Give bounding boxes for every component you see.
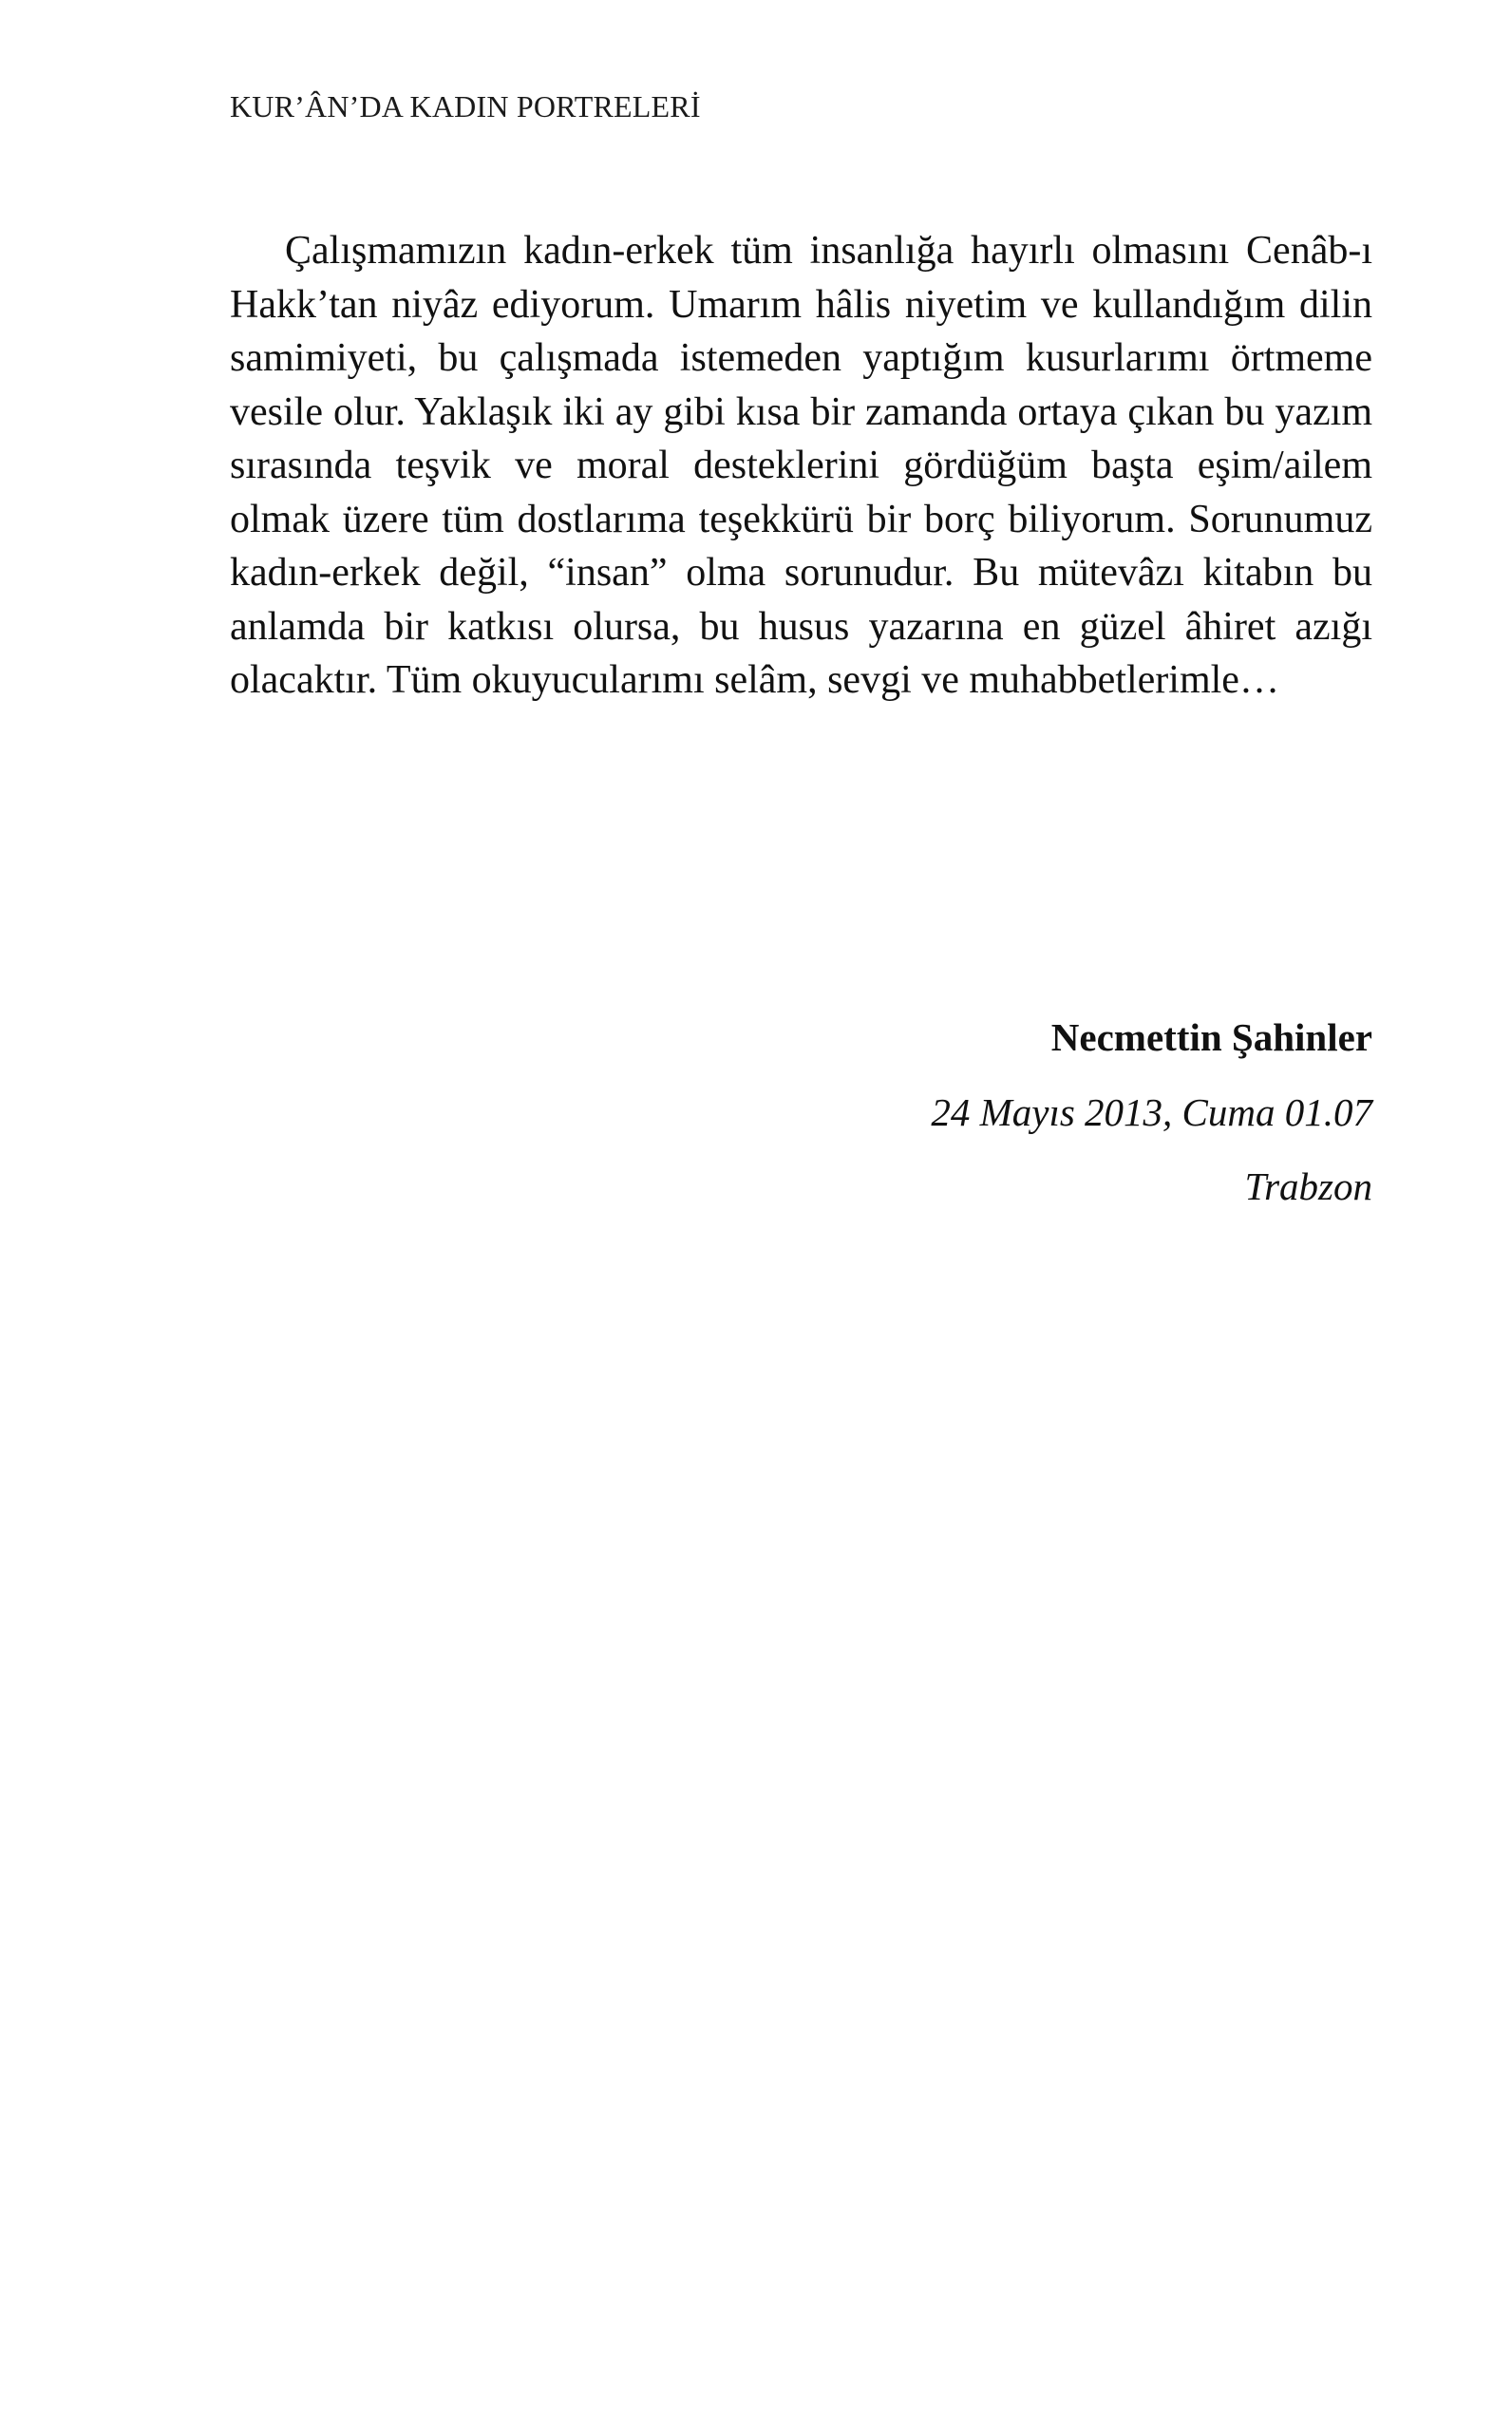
signature-block — [931, 999, 1372, 1223]
signature-date: 24 Mayıs 2013, Cuma 01.07 — [931, 1090, 1372, 1134]
author-name: Necmettin Şahinler — [1050, 1015, 1372, 1059]
body-paragraph: Çalışmamızın kadın-erkek tüm insanlığa hayırlı olmasını Cenâb-ı Hakk’tan niyâz ediyorum. Umarım hâlis niyetim ve kullandığım dilin samimiyeti, bu çalışmada istemeden yaptığım kusurlarımı örtmeme vesile olur. Yaklaşık iki ay gibi kısa bir zamanda ortaya çıkan bu yazım sırasında teşvik ve moral desteklerini gördüğüm başta eşim/ailem olmak üzere tüm dostlarıma teşekkürü bir borç biliyorum. Sorunumuz kadın-erkek değil, “insan” olma sorunudur. Bu mütevâzı kitabın bu anlamda bir katkısı olursa, bu husus yazarına en güzel âhiret azığı olacaktır. Tüm okuyucularımı selâm, sevgi ve muhabbetlerimle… — [230, 229, 1372, 702]
signature-place: Trabzon — [1244, 1164, 1372, 1208]
running-header: KUR’ÂN’DA KADIN PORTRELERİ — [230, 89, 701, 123]
